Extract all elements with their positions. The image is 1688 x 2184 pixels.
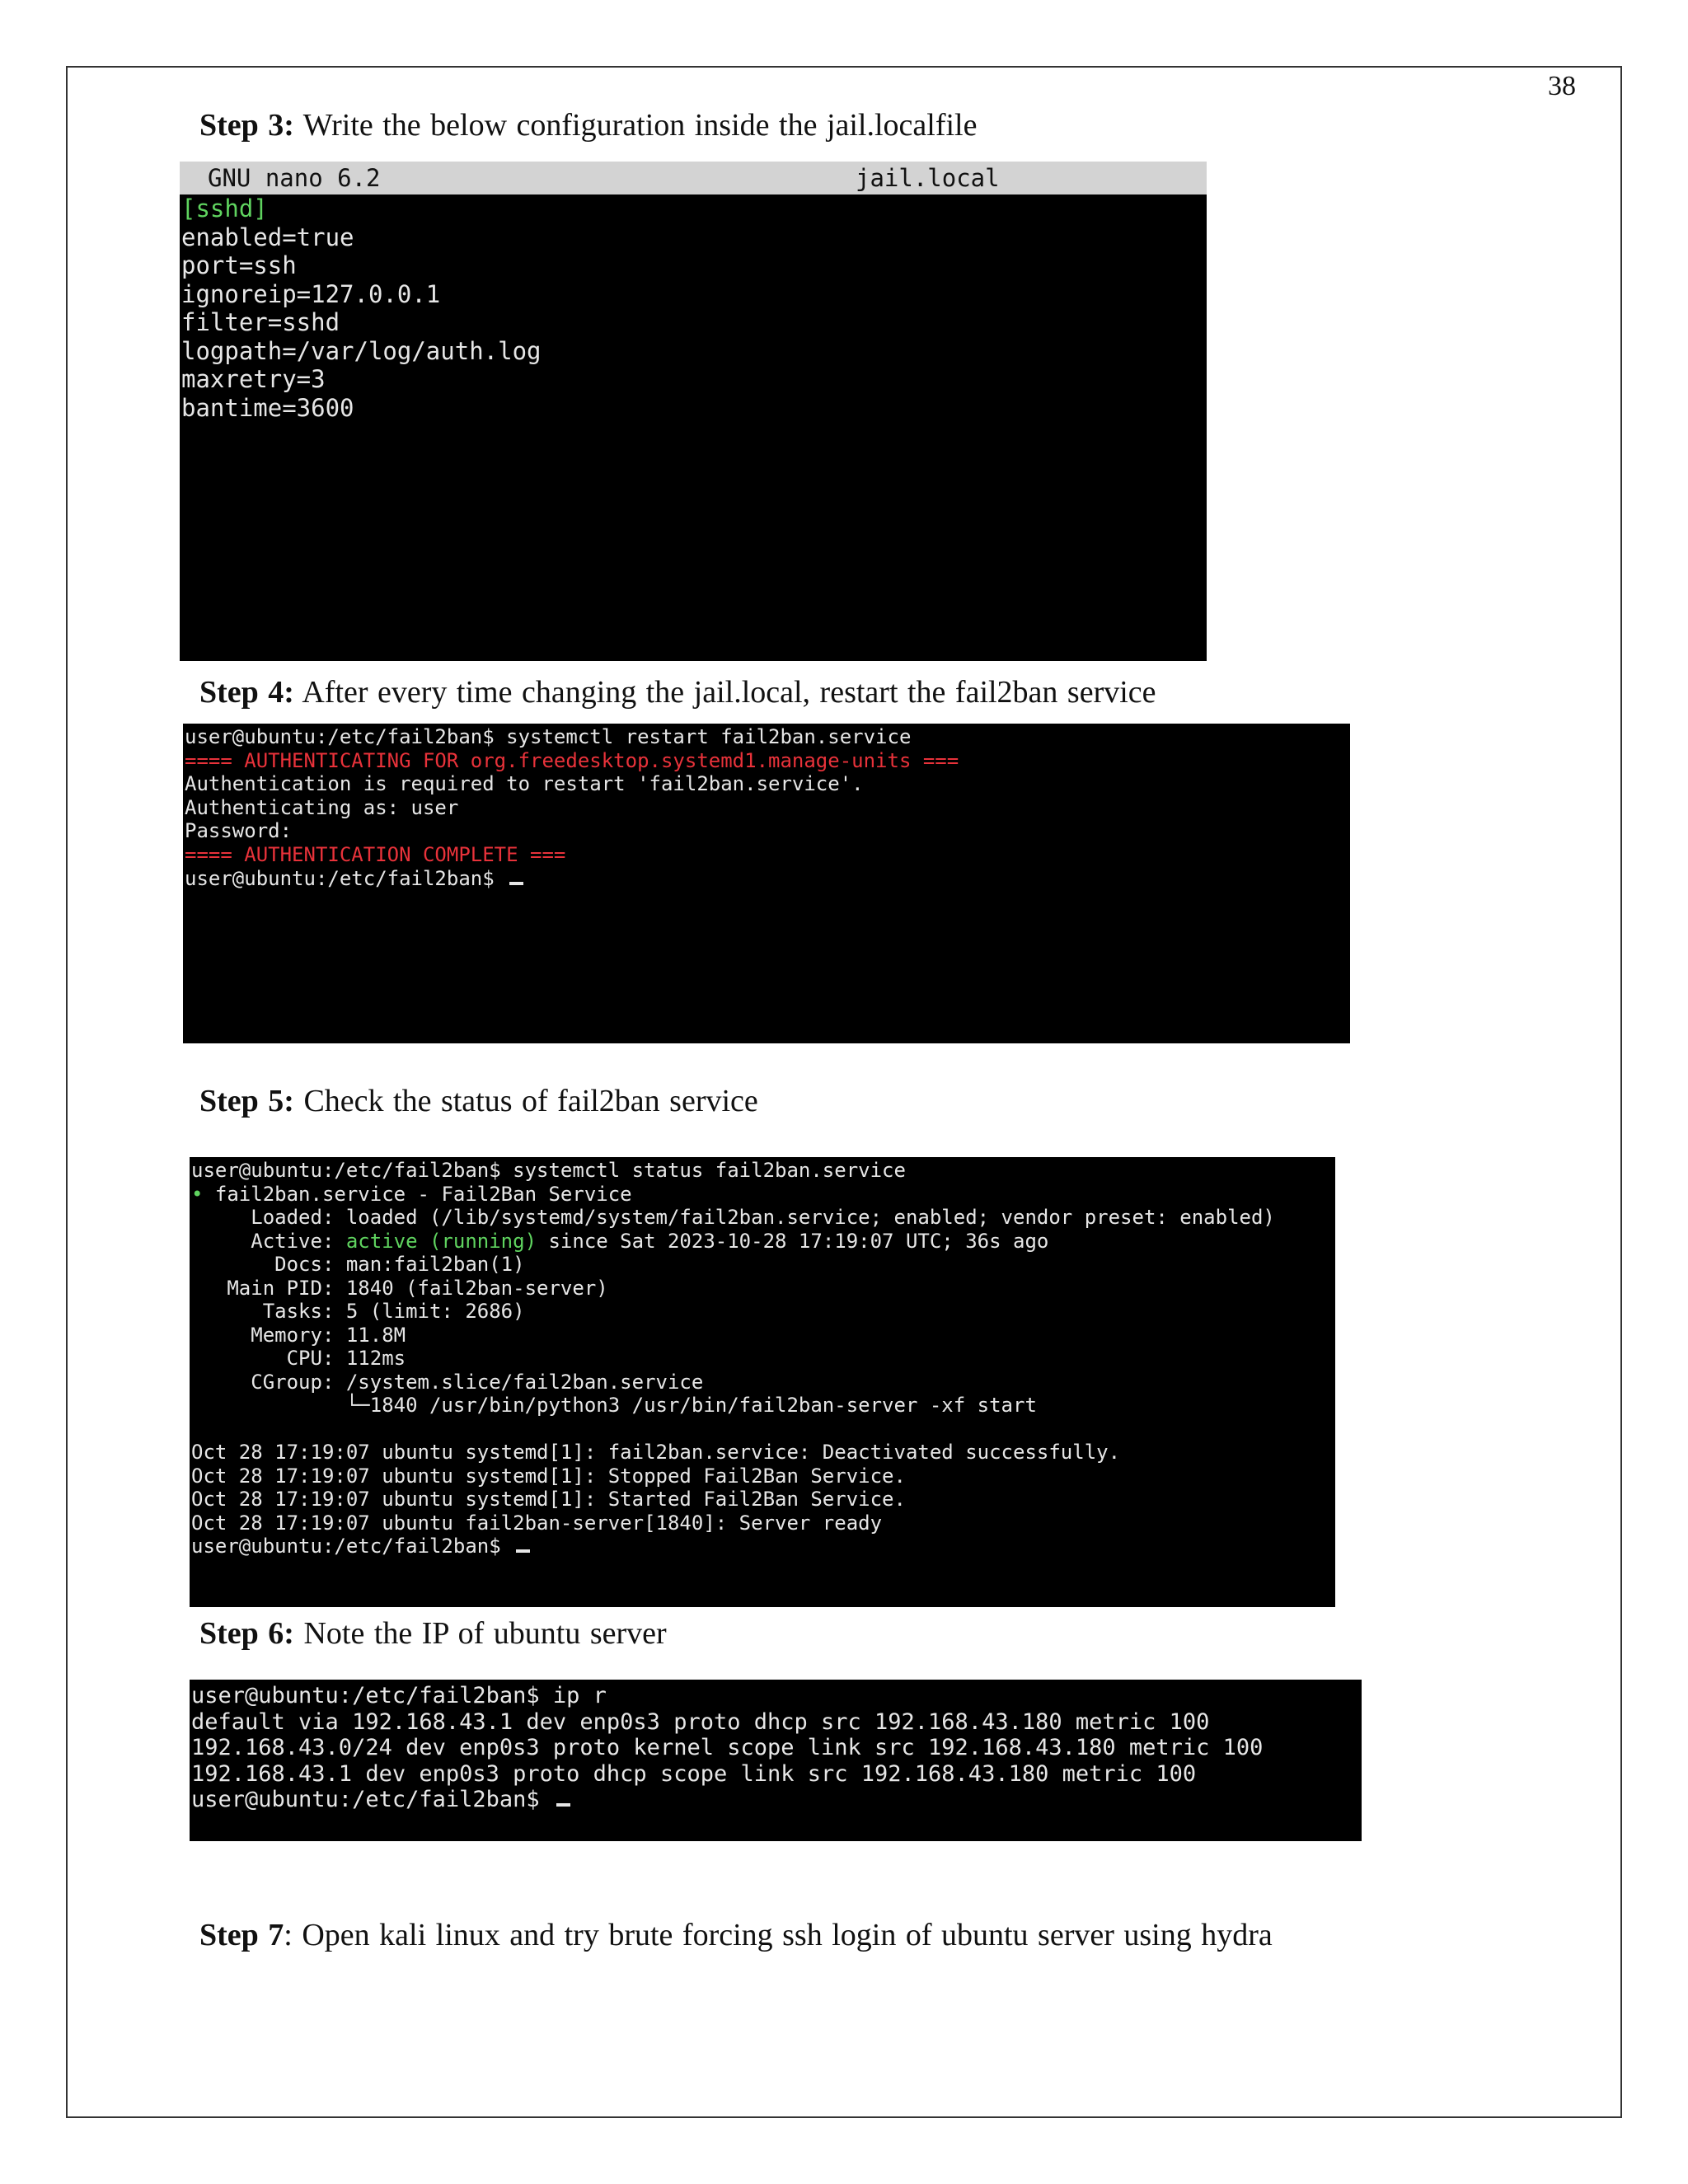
step-3-text: Write the below configuration inside the jail.localfile — [293, 108, 978, 143]
terminal-prompt: user@ubuntu:/etc/fail2ban$ — [191, 1787, 553, 1812]
step-7-text: : Open kali linux and try brute forcing ssh login of ubuntu server using hydra — [284, 1918, 1273, 1952]
nano-line: ignoreip=127.0.0.1 — [181, 279, 441, 308]
terminal-line: CPU: 112ms — [191, 1347, 406, 1370]
active-label: Active: — [191, 1229, 346, 1253]
nano-line: logpath=/var/log/auth.log — [181, 336, 542, 365]
terminal-line: 192.168.43.1 dev enp0s3 proto dhcp scope link src 192.168.43.180 metric 100 — [191, 1760, 1197, 1787]
nano-version: GNU nano 6.2 — [208, 164, 381, 192]
nano-line: filter=sshd — [181, 308, 340, 336]
cursor-icon — [509, 882, 523, 885]
terminal-line: 192.168.43.0/24 dev enp0s3 proto kernel scope link src 192.168.43.180 metric 100 — [191, 1735, 1264, 1760]
terminal-line-service — [191, 1183, 1335, 1207]
terminal-line: default via 192.168.43.1 dev enp0s3 proto dhcp src 192.168.43.180 metric 100 — [191, 1708, 1210, 1735]
step-6-label: Step 6: — [199, 1616, 294, 1651]
restart-terminal-screenshot — [183, 724, 1350, 1043]
nano-line: maxretry=3 — [181, 365, 326, 393]
terminal-line: Authenticating as: user — [185, 795, 459, 819]
terminal-line: user@ubuntu:/etc/fail2ban$ systemctl restart fail2ban.service — [185, 725, 912, 748]
step-6-heading — [199, 1615, 667, 1652]
step-6-text: Note the IP of ubuntu server — [293, 1616, 667, 1651]
terminal-line-auth-complete: ==== AUTHENTICATION COMPLETE === — [185, 842, 566, 866]
nano-line: port=ssh — [181, 251, 297, 279]
terminal-line-blank — [191, 1418, 1335, 1441]
terminal-line: Password: — [185, 819, 293, 843]
step-3-label: Step 3: — [199, 108, 294, 143]
step-7-label: Step 7 — [199, 1918, 284, 1952]
terminal-line: Oct 28 17:19:07 ubuntu systemd[1]: Started Fail2Ban Service. — [191, 1488, 906, 1511]
step-5-heading — [199, 1083, 758, 1119]
terminal-line: Memory: 11.8M — [191, 1323, 406, 1347]
step-3-heading — [199, 107, 977, 143]
service-title-text: fail2ban.service - Fail2Ban Service — [203, 1182, 632, 1206]
step-4-text: After every time changing the jail.local, restart the fail2ban service — [293, 675, 1156, 710]
terminal-prompt: user@ubuntu:/etc/fail2ban$ — [191, 1535, 513, 1558]
terminal-line: CGroup: /system.slice/fail2ban.service — [191, 1370, 704, 1394]
step-4-heading — [199, 674, 1156, 710]
step-7-heading — [199, 1917, 1273, 1953]
terminal-prompt-line — [191, 1535, 1335, 1558]
page-number: 38 — [1548, 71, 1576, 101]
terminal-line: Loaded: loaded (/lib/systemd/system/fail2ban.service; enabled; vendor preset: enabled) — [191, 1206, 1275, 1229]
cursor-icon — [516, 1549, 530, 1553]
terminal-line-active — [191, 1230, 1335, 1254]
terminal-line: Docs: man:fail2ban(1) — [191, 1253, 525, 1276]
cursor-icon — [556, 1803, 570, 1807]
status-terminal-screenshot — [190, 1157, 1335, 1607]
nano-filename: jail.local — [856, 164, 1000, 192]
ip-terminal-screenshot — [190, 1680, 1362, 1841]
terminal-line-auth-start: ==== AUTHENTICATING FOR org.freedesktop.systemd1.manage-units === — [185, 748, 959, 772]
active-since: since Sat 2023-10-28 17:19:07 UTC; 36s ago — [537, 1229, 1049, 1253]
step-5-label: Step 5: — [199, 1084, 294, 1118]
terminal-line: Oct 28 17:19:07 ubuntu fail2ban-server[1840]: Server ready — [191, 1511, 883, 1535]
terminal-prompt-line — [191, 1787, 1362, 1813]
terminal-line: Authentication is required to restart 'fail2ban.service'. — [185, 772, 864, 796]
terminal-line: Oct 28 17:19:07 ubuntu systemd[1]: fail2ban.service: Deactivated successfully. — [191, 1441, 1121, 1464]
nano-line: enabled=true — [181, 223, 354, 251]
terminal-line: user@ubuntu:/etc/fail2ban$ systemctl status fail2ban.service — [191, 1159, 906, 1182]
nano-editor-screenshot — [180, 162, 1207, 661]
step-5-text: Check the status of fail2ban service — [293, 1084, 758, 1118]
terminal-line: └─1840 /usr/bin/python3 /usr/bin/fail2ban-server -xf start — [191, 1394, 1037, 1417]
nano-title-bar — [180, 162, 1207, 194]
active-status: active (running) — [345, 1229, 537, 1253]
step-4-label: Step 4: — [199, 675, 294, 710]
terminal-prompt-line — [185, 867, 1350, 891]
nano-line: bantime=3600 — [181, 393, 354, 422]
terminal-line: Main PID: 1840 (fail2ban-server) — [191, 1276, 608, 1300]
nano-line: [sshd] — [181, 194, 268, 223]
terminal-line: Tasks: 5 (limit: 2686) — [191, 1300, 525, 1323]
nano-buffer — [180, 194, 1207, 422]
terminal-prompt: user@ubuntu:/etc/fail2ban$ — [185, 866, 507, 890]
terminal-line: user@ubuntu:/etc/fail2ban$ ip r — [191, 1683, 607, 1708]
status-dot-icon: • — [191, 1182, 204, 1206]
terminal-line: Oct 28 17:19:07 ubuntu systemd[1]: Stopped Fail2Ban Service. — [191, 1464, 906, 1488]
